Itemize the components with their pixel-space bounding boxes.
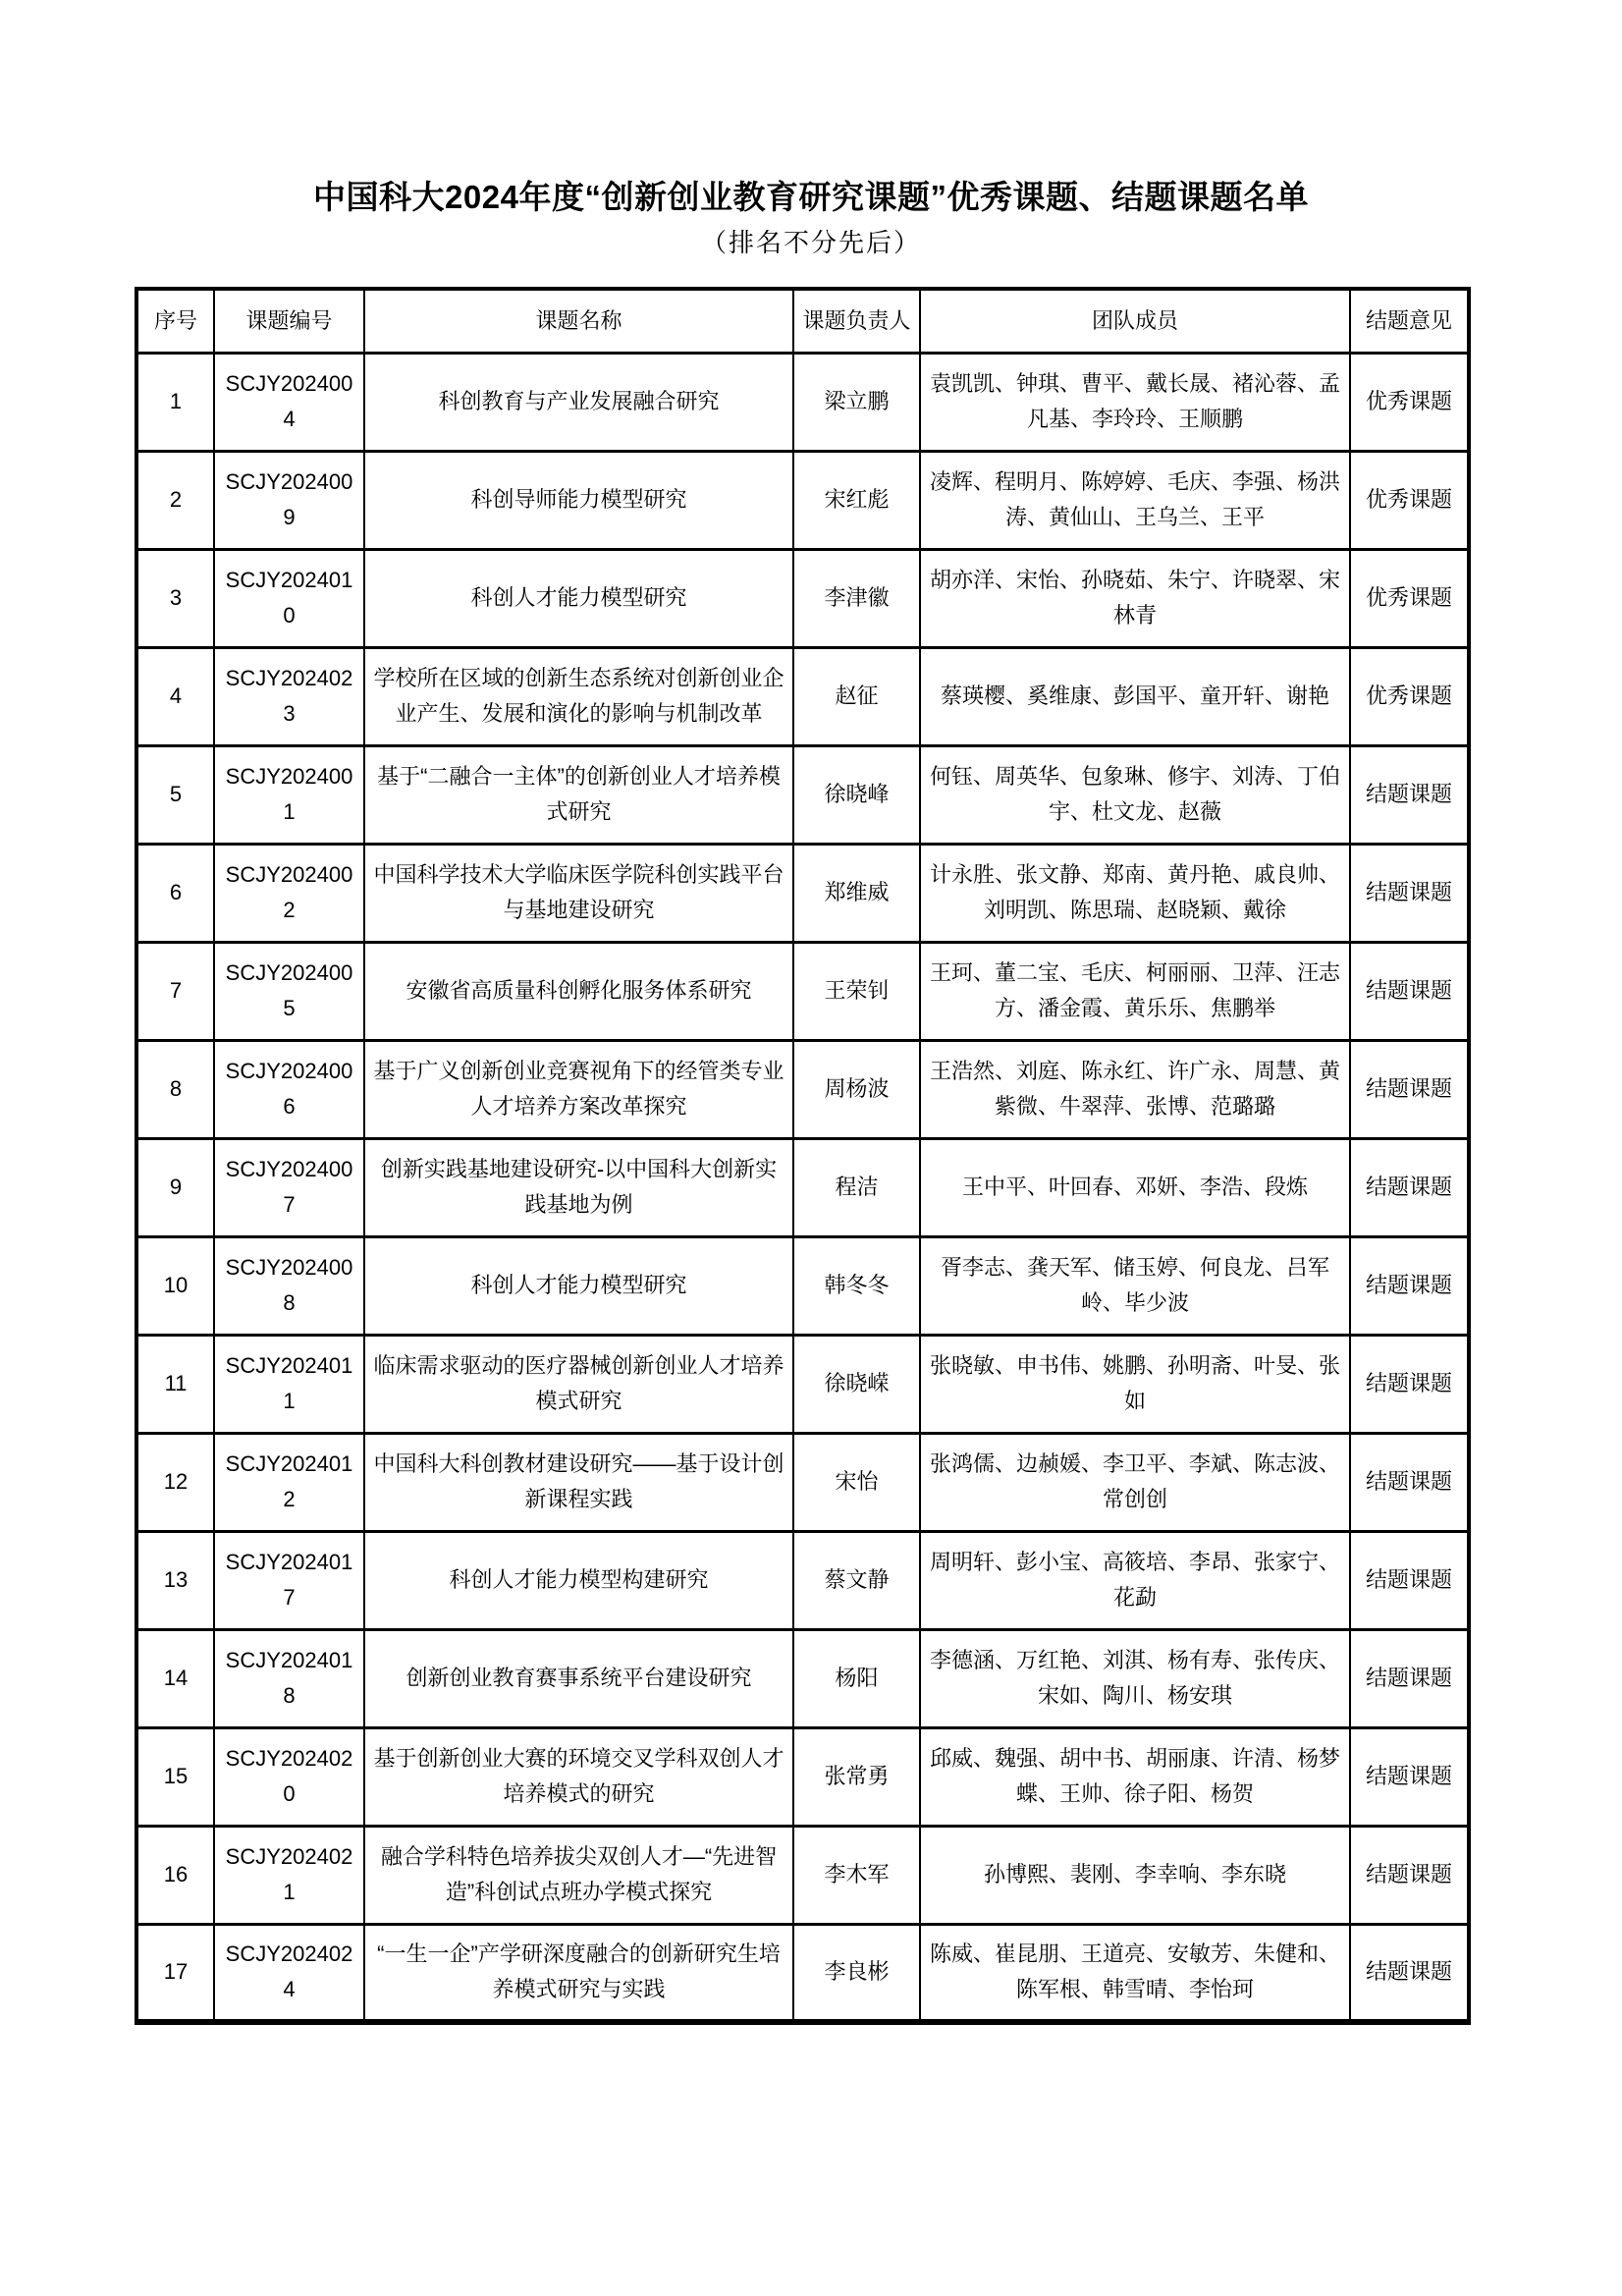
cell-name: 创新创业教育赛事系统平台建设研究 <box>364 1629 793 1727</box>
cell-code: SCJY2024009 <box>214 451 364 549</box>
cell-name: 创新实践基地建设研究-以中国科大创新实践基地为例 <box>364 1138 793 1236</box>
cell-name: 中国科学技术大学临床医学院科创实践平台与基地建设研究 <box>364 844 793 942</box>
col-header-leader: 课题负责人 <box>793 289 920 353</box>
cell-opinion: 优秀课题 <box>1350 451 1469 549</box>
table-row <box>136 647 1469 745</box>
cell-no: 6 <box>136 844 214 942</box>
cell-leader: 宋红彪 <box>793 451 920 549</box>
table-row <box>136 1433 1469 1531</box>
table-body <box>136 353 1469 2022</box>
cell-members: 袁凯凯、钟琪、曹平、戴长晟、褚沁蓉、孟凡基、李玲玲、王顺鹏 <box>920 353 1350 451</box>
cell-code: SCJY2024006 <box>214 1040 364 1138</box>
cell-opinion: 结题课题 <box>1350 1236 1469 1335</box>
cell-no: 10 <box>136 1236 214 1335</box>
cell-opinion: 结题课题 <box>1350 1040 1469 1138</box>
page-subtitle: （排名不分先后） <box>700 229 921 257</box>
cell-leader: 杨阳 <box>793 1629 920 1727</box>
cell-no: 8 <box>136 1040 214 1138</box>
cell-members: 张晓敏、申书伟、姚鹏、孙明斋、叶旻、张如 <box>920 1335 1350 1433</box>
table-row <box>136 353 1469 451</box>
cell-name: 基于“二融合一主体”的创新创业人才培养模式研究 <box>364 745 793 844</box>
cell-name: 基于创新创业大赛的环境交叉学科双创人才培养模式的研究 <box>364 1727 793 1826</box>
cell-members: 王珂、董二宝、毛庆、柯丽丽、卫萍、汪志方、潘金霞、黄乐乐、焦鹏举 <box>920 942 1350 1040</box>
cell-name: 科创教育与产业发展融合研究 <box>364 353 793 451</box>
cell-opinion: 优秀课题 <box>1350 647 1469 745</box>
cell-code: SCJY2024007 <box>214 1138 364 1236</box>
cell-members: 凌辉、程明月、陈婷婷、毛庆、李强、杨洪涛、黄仙山、王乌兰、王平 <box>920 451 1350 549</box>
col-header-members: 团队成员 <box>920 289 1350 353</box>
cell-code: SCJY2024020 <box>214 1727 364 1826</box>
cell-members: 计永胜、张文静、郑南、黄丹艳、戚良帅、刘明凯、陈思瑞、赵晓颖、戴徐 <box>920 844 1350 942</box>
cell-no: 13 <box>136 1531 214 1629</box>
cell-code: SCJY2024004 <box>214 353 364 451</box>
cell-opinion: 结题课题 <box>1350 1826 1469 1924</box>
cell-members: 王中平、叶回春、邓妍、李浩、段炼 <box>920 1138 1350 1236</box>
header-row <box>136 289 1469 353</box>
cell-leader: 韩冬冬 <box>793 1236 920 1335</box>
cell-name: 临床需求驱动的医疗器械创新创业人才培养模式研究 <box>364 1335 793 1433</box>
cell-name: 科创人才能力模型研究 <box>364 549 793 647</box>
cell-leader: 王荣钊 <box>793 942 920 1040</box>
cell-code: SCJY2024017 <box>214 1531 364 1629</box>
cell-code: SCJY2024011 <box>214 1335 364 1433</box>
cell-leader: 梁立鹏 <box>793 353 920 451</box>
cell-members: 周明轩、彭小宝、高筱培、李昂、张家宁、花勐 <box>920 1531 1350 1629</box>
table-row <box>136 1335 1469 1433</box>
cell-name: 中国科大科创教材建设研究——基于设计创新课程实践 <box>364 1433 793 1531</box>
table-row <box>136 1236 1469 1335</box>
cell-members: 邱威、魏强、胡中书、胡丽康、许清、杨梦蝶、王帅、徐子阳、杨贺 <box>920 1727 1350 1826</box>
cell-no: 4 <box>136 647 214 745</box>
table-row <box>136 942 1469 1040</box>
cell-members: 张鸿儒、边赪媛、李卫平、李斌、陈志波、常创创 <box>920 1433 1350 1531</box>
table-row <box>136 451 1469 549</box>
cell-members: 陈威、崔昆朋、王道亮、安敏芳、朱健和、陈军根、韩雪晴、李怡珂 <box>920 1924 1350 2022</box>
cell-leader: 郑维威 <box>793 844 920 942</box>
cell-members: 蔡瑛樱、奚维康、彭国平、童开轩、谢艳 <box>920 647 1350 745</box>
cell-no: 9 <box>136 1138 214 1236</box>
table-row <box>136 549 1469 647</box>
table-row <box>136 844 1469 942</box>
cell-no: 3 <box>136 549 214 647</box>
cell-leader: 程洁 <box>793 1138 920 1236</box>
cell-opinion: 结题课题 <box>1350 1924 1469 2022</box>
cell-code: SCJY2024024 <box>214 1924 364 2022</box>
cell-name: 科创导师能力模型研究 <box>364 451 793 549</box>
cell-code: SCJY2024002 <box>214 844 364 942</box>
page-title: 中国科大2024年度“创新创业教育研究课题”优秀课题、结题课题名单 <box>313 179 1309 215</box>
col-header-opinion: 结题意见 <box>1350 289 1469 353</box>
cell-opinion: 结题课题 <box>1350 1531 1469 1629</box>
cell-opinion: 结题课题 <box>1350 1433 1469 1531</box>
cell-opinion: 优秀课题 <box>1350 549 1469 647</box>
projects-table <box>135 287 1471 2025</box>
cell-opinion: 结题课题 <box>1350 1138 1469 1236</box>
cell-code: SCJY2024008 <box>214 1236 364 1335</box>
cell-code: SCJY2024023 <box>214 647 364 745</box>
cell-opinion: 优秀课题 <box>1350 353 1469 451</box>
cell-leader: 徐晓峰 <box>793 745 920 844</box>
cell-no: 15 <box>136 1727 214 1826</box>
table-row <box>136 1531 1469 1629</box>
cell-no: 17 <box>136 1924 214 2022</box>
cell-no: 5 <box>136 745 214 844</box>
cell-opinion: 结题课题 <box>1350 844 1469 942</box>
cell-code: SCJY2024018 <box>214 1629 364 1727</box>
table-row <box>136 1138 1469 1236</box>
cell-leader: 赵征 <box>793 647 920 745</box>
cell-leader: 宋怡 <box>793 1433 920 1531</box>
cell-leader: 李木军 <box>793 1826 920 1924</box>
col-header-name: 课题名称 <box>364 289 793 353</box>
cell-no: 7 <box>136 942 214 1040</box>
cell-members: 李德涵、万红艳、刘淇、杨有寿、张传庆、宋如、陶川、杨安琪 <box>920 1629 1350 1727</box>
table-row <box>136 1727 1469 1826</box>
table-row <box>136 1826 1469 1924</box>
cell-code: SCJY2024005 <box>214 942 364 1040</box>
cell-leader: 张常勇 <box>793 1727 920 1826</box>
cell-name: 安徽省高质量科创孵化服务体系研究 <box>364 942 793 1040</box>
cell-name: 融合学科特色培养拔尖双创人才—“先进智造”科创试点班办学模式探究 <box>364 1826 793 1924</box>
cell-name: 科创人才能力模型构建研究 <box>364 1531 793 1629</box>
table-row <box>136 1629 1469 1727</box>
cell-no: 16 <box>136 1826 214 1924</box>
cell-opinion: 结题课题 <box>1350 1335 1469 1433</box>
cell-opinion: 结题课题 <box>1350 942 1469 1040</box>
col-header-no: 序号 <box>136 289 214 353</box>
cell-opinion: 结题课题 <box>1350 1629 1469 1727</box>
cell-name: 学校所在区域的创新生态系统对创新创业企业产生、发展和演化的影响与机制改革 <box>364 647 793 745</box>
cell-no: 11 <box>136 1335 214 1433</box>
col-header-code: 课题编号 <box>214 289 364 353</box>
table-row <box>136 1040 1469 1138</box>
cell-opinion: 结题课题 <box>1350 1727 1469 1826</box>
cell-code: SCJY2024001 <box>214 745 364 844</box>
cell-members: 王浩然、刘庭、陈永红、许广永、周慧、黄紫微、牛翠萍、张博、范璐璐 <box>920 1040 1350 1138</box>
cell-leader: 李良彬 <box>793 1924 920 2022</box>
cell-no: 14 <box>136 1629 214 1727</box>
cell-code: SCJY2024012 <box>214 1433 364 1531</box>
cell-members: 何钰、周英华、包象琳、修宇、刘涛、丁伯宇、杜文龙、赵薇 <box>920 745 1350 844</box>
cell-no: 2 <box>136 451 214 549</box>
cell-leader: 蔡文静 <box>793 1531 920 1629</box>
cell-leader: 徐晓嵘 <box>793 1335 920 1433</box>
cell-name: 科创人才能力模型研究 <box>364 1236 793 1335</box>
cell-no: 12 <box>136 1433 214 1531</box>
table-row <box>136 1924 1469 2022</box>
cell-leader: 周杨波 <box>793 1040 920 1138</box>
table-row <box>136 745 1469 844</box>
cell-code: SCJY2024021 <box>214 1826 364 1924</box>
cell-members: 胡亦洋、宋怡、孙晓茹、朱宁、许晓翠、宋林青 <box>920 549 1350 647</box>
cell-opinion: 结题课题 <box>1350 745 1469 844</box>
cell-members: 孙博熙、裴刚、李幸响、李东晓 <box>920 1826 1350 1924</box>
cell-leader: 李津徽 <box>793 549 920 647</box>
cell-no: 1 <box>136 353 214 451</box>
cell-members: 胥李志、龚天军、储玉婷、何良龙、吕军岭、毕少波 <box>920 1236 1350 1335</box>
cell-name: “一生一企”产学研深度融合的创新研究生培养模式研究与实践 <box>364 1924 793 2022</box>
cell-code: SCJY2024010 <box>214 549 364 647</box>
cell-name: 基于广义创新创业竞赛视角下的经管类专业人才培养方案改革探究 <box>364 1040 793 1138</box>
